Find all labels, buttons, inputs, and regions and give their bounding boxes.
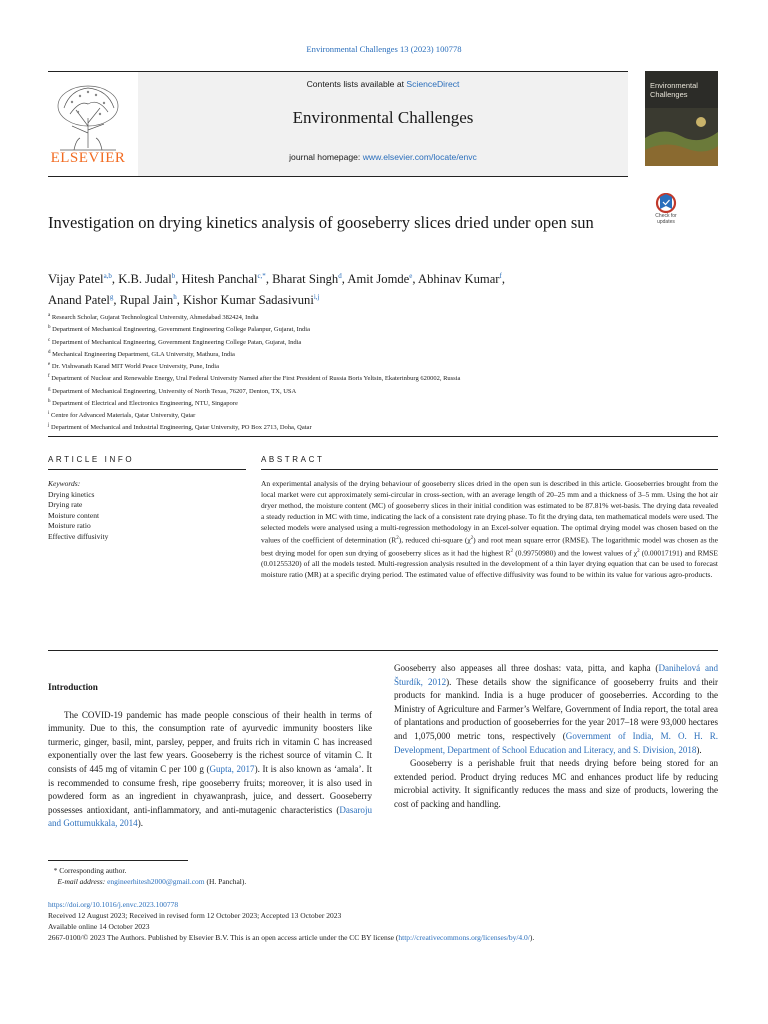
keywords-label: Keywords:	[48, 479, 81, 488]
body-column-right	[394, 662, 718, 812]
author-affiliation-marker[interactable]: d	[338, 272, 342, 280]
affiliation-text: Department of Nuclear and Renewable Energy, Ural Federal University Named after the First President of Russia Boris Yeltsin, Ekaterinburg 620002, Russia	[51, 375, 461, 383]
affiliation	[48, 323, 728, 335]
article-info-heading: ARTICLE INFO	[48, 455, 135, 464]
text: ). These details show the significance of gooseberry fruits and their products for mankind. India is a huge producer of gooseberries. According to the Ministry of Agriculture and Farmer’s Welfare, Government of India report, the total area of plantations and production of gooseberries for the year 2017–18 were 93,000 hectares and 1,075,000 metric tons, respectively (	[394, 676, 718, 741]
keywords-block	[48, 479, 246, 543]
citation-link[interactable]: Government of India, M. O. H. R. Development, Department of School Education and Literacy, and S. Division, 2018	[394, 730, 719, 755]
affiliation	[48, 360, 728, 372]
author[interactable]	[120, 293, 177, 307]
affiliation	[48, 397, 728, 409]
footnote-divider	[48, 860, 188, 861]
affiliation-text: Department of Mechanical and Industrial Engineering, Qatar University, PO Box 2713, Doha, Qatar	[51, 424, 312, 432]
doi-link[interactable]: https://doi.org/10.1016/j.envc.2023.100778	[48, 900, 179, 909]
journal-homepage-link[interactable]: www.elsevier.com/locate/envc	[362, 152, 477, 162]
journal-cover-thumbnail[interactable]	[645, 71, 718, 166]
author-name: K.B. Judal	[118, 272, 172, 287]
contents-prefix: Contents lists available at	[306, 79, 407, 89]
corresponding-author-note: * Corresponding author.	[48, 866, 127, 875]
abstract-part: (0.00017191) and RMSE (0.01255320) of all the models tested. Multi-regression analysis resulted in the development of a thin layer drying equation that can be used to forecast moisture ratio (MR) at a specific drying period. The estimated value of effective diffusivity was found to be within its value for various agro-products.	[261, 548, 718, 580]
divider	[48, 469, 246, 470]
license-suffix: ).	[529, 932, 535, 942]
elsevier-wordmark: ELSEVIER	[50, 150, 126, 166]
abstract-part: ) and root mean square error (RMSE). The logarithmic model was chosen as the best drying model for open sun drying of gooseberry slices as it had the highest R	[261, 535, 719, 558]
received-dates: Received 12 August 2023; Received in revised form 12 October 2023; Accepted 13 October 2023	[48, 910, 342, 920]
affiliation	[48, 311, 728, 323]
text: ).	[137, 818, 143, 829]
affiliation	[48, 372, 728, 384]
author-affiliation-marker[interactable]: i,j	[313, 292, 320, 301]
affiliation-key: g	[48, 386, 51, 392]
author-affiliation-marker[interactable]: b	[171, 272, 176, 280]
journal-reference-link[interactable]: Environmental Challenges 13 (2023) 100778	[306, 44, 462, 54]
divider	[48, 650, 718, 651]
author-list: Vijay Patel$^{a,b}$, K.B. Judal$^b$, Hitesh Panchal$^{c,*}$, Bharat Singh$^d$, Amit Jomde$^e$, Abhinav Kumar$^f$, Anand Patel$^g$, Rupal Jain$^h$, Kishor Kumar Sadasivuni$^{i,j}$	[48, 272, 505, 307]
author-name: Abhinav Kumar	[417, 272, 500, 287]
author[interactable]	[118, 272, 175, 286]
superscript: 2	[510, 548, 514, 554]
superscript: 2	[637, 548, 640, 554]
license-link[interactable]: http://creativecommons.org/licenses/by/4.0/	[398, 932, 530, 942]
text: Gooseberry also appeases all three doshas: vata, pitta, and kapha (	[394, 663, 659, 673]
text: ).	[696, 744, 702, 755]
check-for-updates-badge[interactable]	[648, 193, 684, 231]
journal-homepage-line	[138, 152, 628, 162]
author[interactable]	[347, 272, 412, 286]
affiliation-text: Centre for Advanced Materials, Qatar University, Qatar	[51, 412, 196, 420]
author-name: Kishor Kumar Sadasivuni	[183, 292, 314, 307]
affiliation-key: i	[48, 411, 50, 416]
abstract-part: (0.99750980) and the lowest values of χ	[513, 548, 638, 558]
author-affiliation-marker[interactable]: c,*	[257, 272, 266, 280]
author-affiliation-marker[interactable]: g	[109, 292, 114, 301]
available-online: Available online 14 October 2023	[48, 921, 150, 931]
author[interactable]	[182, 272, 266, 286]
abstract-text	[261, 478, 718, 580]
homepage-prefix: journal homepage:	[289, 152, 363, 162]
article-meta-footer	[48, 900, 728, 944]
superscript: 2	[396, 536, 399, 542]
affiliation	[48, 385, 728, 397]
check-updates-icon	[648, 193, 684, 215]
sciencedirect-link[interactable]: ScienceDirect	[406, 79, 460, 89]
author[interactable]	[272, 272, 342, 286]
affiliation-key: e	[48, 362, 51, 367]
affiliation-text: Department of Mechanical Engineering, University of North Texas, 76207, Denton, TX, USA	[52, 387, 297, 395]
email-link[interactable]: engineerhitesh2000@gmail.com	[107, 877, 205, 886]
email-suffix: (H. Panchal).	[206, 877, 247, 886]
keyword: Drying kinetics	[48, 489, 95, 499]
citation-link[interactable]: Dasaroju and Gottumukkala, 2014	[48, 804, 372, 829]
affiliation-text: Department of Mechanical Engineering, Government Engineering College Palanpur, Gujarat, India	[52, 326, 310, 334]
abstract-part: ), reduced chi-square (χ	[398, 535, 471, 545]
abstract-heading: ABSTRACT	[261, 455, 325, 464]
email-line	[48, 876, 728, 887]
affiliation	[48, 421, 728, 433]
affiliation-text: Department of Electrical and Electronics Engineering, NTU, Singapore	[52, 399, 238, 407]
author[interactable]	[183, 293, 319, 307]
check-updates-label: Check for updates	[655, 213, 677, 225]
affiliation-list	[48, 311, 728, 434]
affiliation-text: Dr. Vishwanath Karad MIT World Peace University, Pune, India	[51, 363, 219, 371]
license-line	[48, 933, 728, 944]
keyword: Effective diffusivity	[48, 531, 109, 541]
affiliation-key: c	[48, 337, 51, 343]
article-title: Investigation on drying kinetics analysis of gooseberry slices dried under open sun	[48, 213, 594, 232]
author-name: Bharat Singh	[272, 272, 339, 287]
affiliation-key: a	[48, 313, 51, 318]
affiliation-key: b	[48, 325, 51, 331]
text: The COVID-19 pandemic has made people conscious of their health in terms of immunity. Due to this, the consumption rate of ayurvedic immunity boosters like turmeric, ginger, basil, mint, parsley, pepper, and fruits rich in vitamin C has increased exponentially over the last few years. Gooseberry is the richest source of vitamin C. It consists of 445 mg of vitamin C per 100 g (	[48, 709, 372, 774]
email-label: E-mail address:	[57, 877, 106, 886]
divider	[261, 469, 718, 470]
author-affiliation-marker[interactable]: h	[173, 292, 177, 301]
superscript: 2	[470, 536, 474, 542]
citation-link[interactable]: Gupta, 2017	[209, 763, 255, 774]
author-affiliation-marker[interactable]: f	[499, 272, 502, 280]
citation-link[interactable]: Danihelová and Šturdík, 2012	[394, 663, 719, 687]
divider	[48, 436, 718, 437]
affiliation-text: Department of Mechanical Engineering, Government Engineering College Patan, Gujarat, India	[51, 338, 302, 346]
corresponding-label: Corresponding author.	[59, 866, 127, 875]
affiliation-key: h	[48, 398, 51, 404]
author-affiliation-marker[interactable]: a,b	[103, 272, 112, 280]
keyword: Moisture ratio	[48, 521, 91, 531]
keyword: Drying rate	[48, 500, 83, 510]
text: ). It is also known as ‘amala’. It is recommended to consume fresh, ripe gooseberry fruits; moreover, it is also used in powdered form as an ingredient in chyawanprash, juice, and dessert. Gooseberry possesses antioxidant, anti-inflammatory, and anti-mutagenic characteristics (	[48, 763, 372, 815]
cover-landscape-image	[645, 108, 718, 166]
keywords-list	[48, 490, 246, 543]
author-name: Amit Jomde	[347, 272, 410, 287]
masthead	[138, 72, 628, 176]
affiliation	[48, 336, 728, 348]
keyword: Moisture content	[48, 510, 100, 520]
footnotes	[48, 865, 728, 887]
author[interactable]	[48, 293, 113, 307]
affiliation-key: f	[48, 374, 50, 380]
affiliation	[48, 348, 728, 360]
license-prefix: 2667-0100/© 2023 The Authors. Published by Elsevier B.V. This is an open access article under the CC BY license (	[48, 932, 399, 942]
author-name: Vijay Patel	[48, 272, 104, 287]
author-affiliation-marker[interactable]: e	[409, 272, 413, 280]
cover-title: Environmental Challenges	[650, 81, 698, 99]
body-paragraph: Gooseberry is a perishable fruit that needs drying before being stored for an extended period. Product drying reduces MC and enhances product life by reducing microbial activity. It significantly reduces the mass and size of products, lowering the cost of packing and handling.	[394, 758, 718, 809]
journal-header	[48, 71, 628, 177]
body-paragraph	[48, 709, 372, 831]
affiliation-key: d	[48, 349, 51, 355]
author-name: Anand Patel	[48, 292, 110, 307]
body-column-left	[48, 681, 372, 831]
journal-name: Environmental Challenges	[292, 108, 474, 127]
section-heading-introduction: Introduction	[48, 682, 98, 692]
author[interactable]	[48, 272, 112, 286]
body-paragraph	[394, 662, 718, 757]
affiliation-text: Research Scholar, Gujarat Technological University, Ahmedabad 382424, India	[51, 314, 259, 322]
author[interactable]	[418, 272, 502, 286]
contents-available-line	[138, 79, 628, 89]
affiliation-text: Mechanical Engineering Department, GLA University, Mathura, India	[52, 350, 235, 358]
abstract-part: An experimental analysis of the drying behaviour of gooseberry slices dried in the open sun is described in this article. Gooseberries brought from the local market were cut approximately semi-circular in cross-section, with an average length of 20–25 mm and a thickness of 3–5 mm. Using the hot air dryer method, the moisture content (MC) of gooseberry slices in their initial condition was estimated to be 87.81% wet-basis. The drying data revealed a steady reduction in MC with time, indicating the lack of a consistent rate drying phase. To fit the drying data, ten mathematical models were used. The selected models were analysed using a multi-regression methodology in an Excel-solver equation. The optimal drying model was chosen based on the values of the coefficient of determination (R	[261, 479, 718, 545]
affiliation-key: j	[48, 423, 50, 429]
affiliation	[48, 409, 728, 421]
author-name: Hitesh Panchal	[181, 272, 258, 287]
author-name: Rupal Jain	[119, 292, 174, 307]
